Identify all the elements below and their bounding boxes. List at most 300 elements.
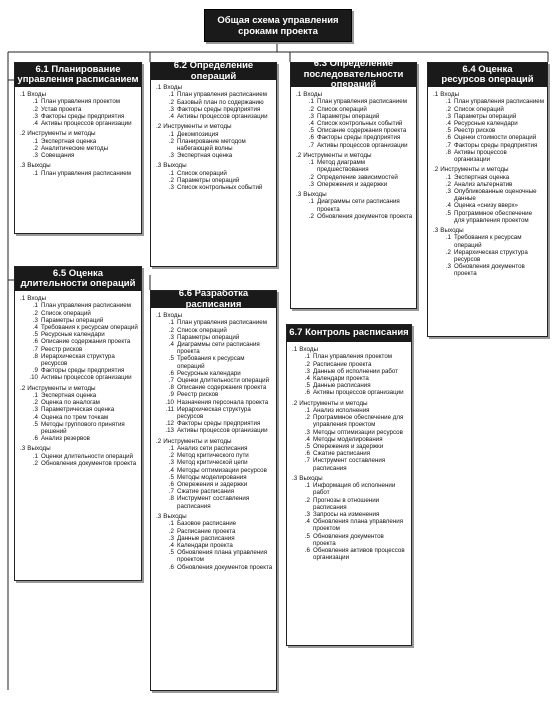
item-number: .3 bbox=[168, 152, 174, 160]
item-text: Программное обеспечение для управления проектом bbox=[454, 209, 533, 224]
item-number: .7 bbox=[32, 345, 38, 353]
item-text: Методы моделирования bbox=[177, 473, 247, 481]
item-text: Анализ альтернатив bbox=[454, 180, 513, 188]
item-text: Реестр рисков bbox=[177, 391, 219, 399]
section-label: Выходы bbox=[440, 227, 464, 235]
list-item bbox=[441, 234, 544, 248]
section-list bbox=[304, 159, 413, 188]
list-item bbox=[164, 445, 273, 452]
section-title bbox=[20, 130, 138, 137]
item-text: Расписание проекта bbox=[313, 360, 372, 368]
process-box-6-4 bbox=[427, 62, 548, 337]
item-number: .5 bbox=[168, 355, 174, 363]
item-text: Опубликованные оценочные данные bbox=[454, 188, 537, 203]
main-title bbox=[204, 9, 352, 42]
section-list bbox=[28, 453, 138, 467]
process-title-line1: 6.7 Контроль расписания bbox=[289, 327, 409, 339]
list-item bbox=[441, 174, 544, 181]
list-item bbox=[28, 120, 138, 127]
item-text: Методы моделирования bbox=[313, 435, 383, 443]
list-item bbox=[304, 198, 413, 212]
list-item bbox=[441, 249, 544, 263]
item-number: .2 bbox=[168, 98, 174, 106]
item-text: Инструмент составления расписания bbox=[313, 457, 386, 472]
item-number: .4 bbox=[304, 435, 310, 443]
item-number: .8 bbox=[32, 352, 38, 360]
process-box-6-7 bbox=[286, 324, 412, 646]
list-item bbox=[304, 113, 413, 120]
section-label: Входы bbox=[27, 91, 47, 98]
list-item bbox=[304, 174, 413, 181]
item-text: Обновления плана управления проектом bbox=[313, 518, 404, 533]
item-number: .6 bbox=[304, 547, 310, 555]
item-number: .2 bbox=[168, 452, 174, 460]
item-text: План управления расписанием bbox=[177, 319, 267, 327]
section-list bbox=[28, 138, 138, 160]
section-label: Входы bbox=[303, 91, 323, 98]
section-list bbox=[164, 170, 273, 192]
section-number: .2 bbox=[20, 130, 26, 138]
list-item bbox=[441, 181, 544, 188]
item-number: .4 bbox=[304, 375, 310, 383]
item-text: Экспертная оценка bbox=[41, 137, 97, 145]
list-item bbox=[441, 113, 544, 120]
item-number: .2 bbox=[168, 137, 174, 145]
item-text: Факторы среды предприятия bbox=[177, 105, 261, 113]
item-number: .1 bbox=[445, 234, 451, 242]
list-item bbox=[28, 98, 138, 105]
list-item bbox=[28, 453, 138, 460]
list-item bbox=[164, 99, 273, 106]
item-text: Список операций bbox=[177, 326, 227, 334]
item-text: Расписание проекта bbox=[177, 527, 236, 535]
item-number: .2 bbox=[445, 105, 451, 113]
item-text: Оценки стоимости операций bbox=[454, 134, 537, 142]
process-title-line1: 6.3 Определение bbox=[313, 58, 394, 70]
section-title bbox=[20, 385, 138, 392]
item-text: Метод диаграмм предшествования bbox=[317, 159, 369, 174]
list-item bbox=[304, 98, 413, 105]
list-item bbox=[28, 367, 138, 374]
section-number: .3 bbox=[296, 191, 302, 199]
item-number: .3 bbox=[304, 511, 310, 519]
item-number: .2 bbox=[168, 326, 174, 334]
item-text: Календари проекта bbox=[177, 541, 233, 549]
item-number: .3 bbox=[304, 367, 310, 375]
item-text: План управления расписанием bbox=[177, 91, 267, 99]
item-text: План управления расписанием bbox=[454, 98, 544, 106]
item-text: Параметры операций bbox=[41, 316, 104, 324]
item-number: .1 bbox=[32, 452, 38, 460]
process-title-line2: последовательности операций bbox=[303, 68, 404, 91]
item-number: .3 bbox=[32, 152, 38, 160]
item-text: Активы процессов организации bbox=[313, 389, 404, 397]
section-title bbox=[156, 84, 273, 91]
list-item bbox=[28, 346, 138, 353]
item-number: .5 bbox=[304, 382, 310, 390]
item-text: Анализ резервов bbox=[41, 435, 90, 443]
item-text: Данные расписания bbox=[313, 382, 371, 390]
item-text: Прогнозы в отношении расписания bbox=[313, 496, 380, 511]
item-text: Список операций bbox=[177, 169, 227, 177]
list-item bbox=[304, 142, 413, 149]
section-title bbox=[156, 513, 273, 520]
list-item bbox=[300, 375, 408, 382]
item-number: .6 bbox=[304, 450, 310, 458]
item-text: Базовый план по содержанию bbox=[177, 98, 264, 106]
section-label: Выходы bbox=[299, 474, 323, 482]
item-number: .1 bbox=[32, 302, 38, 310]
item-text: Параметры операций bbox=[454, 112, 517, 120]
section-label: Входы bbox=[299, 346, 319, 353]
item-number: .5 bbox=[308, 127, 314, 135]
item-text: План управления расписанием bbox=[317, 98, 407, 106]
section-list bbox=[300, 407, 408, 472]
section-number: .1 bbox=[20, 91, 26, 98]
item-number: .1 bbox=[32, 137, 38, 145]
item-text: Декомпозиция bbox=[177, 130, 219, 138]
process-title-line1: 6.4 Оценка bbox=[462, 63, 513, 75]
item-number: .6 bbox=[308, 134, 314, 142]
section-label: Выходы bbox=[303, 191, 327, 199]
list-item bbox=[300, 414, 408, 428]
process-title-text bbox=[151, 61, 276, 82]
item-text: Ресурсные календари bbox=[177, 369, 241, 377]
process-title-text bbox=[289, 328, 408, 339]
item-number: .5 bbox=[32, 331, 38, 339]
item-text: Список операций bbox=[317, 105, 367, 113]
process-box-6-5 bbox=[14, 266, 142, 581]
list-item bbox=[28, 460, 138, 467]
process-title-line1: 6.2 Определение операций bbox=[173, 60, 254, 82]
item-number: .2 bbox=[32, 144, 38, 152]
item-number: .6 bbox=[32, 435, 38, 443]
item-number: .4 bbox=[32, 324, 38, 332]
process-title bbox=[15, 267, 141, 291]
list-item bbox=[28, 170, 138, 177]
item-number: .9 bbox=[168, 391, 174, 399]
section-list bbox=[441, 98, 544, 163]
item-number: .3 bbox=[445, 112, 451, 120]
item-number: .6 bbox=[32, 338, 38, 346]
section-number: .1 bbox=[292, 346, 298, 353]
item-number: .1 bbox=[308, 159, 314, 167]
item-text: Описание содержания проекта bbox=[41, 338, 131, 346]
section-list bbox=[28, 302, 138, 381]
item-text: Обновления документов проекта bbox=[454, 263, 525, 278]
item-text: Факторы среды предприятия bbox=[177, 420, 261, 428]
item-number: .1 bbox=[304, 482, 310, 490]
list-item bbox=[28, 138, 138, 145]
list-item bbox=[28, 152, 138, 159]
section-list bbox=[441, 174, 544, 224]
item-number: .3 bbox=[168, 459, 174, 467]
item-text: Определение зависимостей bbox=[317, 173, 398, 181]
item-number: .6 bbox=[304, 389, 310, 397]
section-label: Инструменты и методы bbox=[27, 384, 96, 392]
item-number: .1 bbox=[445, 98, 451, 106]
section-label: Входы bbox=[163, 312, 183, 319]
section-number: .2 bbox=[433, 166, 439, 174]
item-text: Факторы среды предприятия bbox=[454, 141, 538, 149]
process-title bbox=[151, 60, 276, 82]
item-number: .3 bbox=[304, 428, 310, 436]
item-number: .1 bbox=[304, 407, 310, 415]
item-number: .2 bbox=[308, 173, 314, 181]
item-text: Оценка по аналогам bbox=[41, 399, 100, 407]
item-text: Метод критической цепи bbox=[177, 459, 248, 467]
section-number: .1 bbox=[433, 91, 439, 98]
item-text: Методы оптимизации ресурсов bbox=[313, 428, 403, 436]
item-number: .4 bbox=[168, 466, 174, 474]
section-label: Выходы bbox=[163, 512, 187, 520]
item-text: Сжатие расписания bbox=[177, 488, 235, 496]
list-item bbox=[300, 382, 408, 389]
list-item bbox=[28, 106, 138, 113]
item-number: .2 bbox=[32, 460, 38, 468]
item-number: .2 bbox=[445, 180, 451, 188]
section-number: .3 bbox=[292, 474, 298, 482]
item-number: .5 bbox=[445, 127, 451, 135]
item-number: .2 bbox=[32, 105, 38, 113]
list-item bbox=[164, 91, 273, 98]
item-number: .2 bbox=[308, 105, 314, 113]
item-text: Список операций bbox=[454, 105, 504, 113]
item-number: .4 bbox=[32, 413, 38, 421]
item-text: Инструмент составления расписания bbox=[177, 495, 250, 510]
section-list bbox=[28, 98, 138, 127]
section-number: .3 bbox=[20, 162, 26, 170]
list-item bbox=[300, 353, 408, 360]
item-text: Обновления плана управления проектом bbox=[177, 549, 268, 564]
section-number: .3 bbox=[20, 445, 26, 453]
section-number: .2 bbox=[156, 123, 162, 131]
item-text: Факторы среды предприятия bbox=[317, 134, 401, 142]
item-number: .2 bbox=[32, 399, 38, 407]
item-number: .3 bbox=[32, 316, 38, 324]
item-number: .12 bbox=[165, 420, 174, 428]
item-number: .9 bbox=[32, 367, 38, 375]
item-text: Информация об исполнении работ bbox=[313, 482, 396, 497]
list-item bbox=[441, 134, 544, 141]
section-label: Входы bbox=[163, 84, 183, 91]
item-text: Обновления активов процессов организации bbox=[313, 547, 405, 562]
list-item bbox=[28, 374, 138, 381]
item-text: Обновления документов проекта bbox=[41, 460, 137, 468]
item-number: .3 bbox=[168, 184, 174, 192]
section-title bbox=[296, 191, 413, 198]
list-item bbox=[164, 564, 273, 571]
list-item bbox=[441, 106, 544, 113]
item-text: План управления проектом bbox=[313, 353, 393, 361]
item-number: .3 bbox=[308, 180, 314, 188]
list-item bbox=[28, 399, 138, 406]
list-item bbox=[164, 549, 273, 563]
section-label: Инструменты и методы bbox=[440, 166, 509, 174]
section-title bbox=[156, 438, 273, 445]
list-item bbox=[304, 213, 413, 220]
item-number: .11 bbox=[165, 405, 174, 413]
item-text: Параметры операций bbox=[177, 177, 240, 185]
section-number: .3 bbox=[433, 227, 439, 235]
item-text: Данные расписания bbox=[177, 534, 235, 542]
item-text: План управления расписанием bbox=[41, 169, 131, 177]
list-item bbox=[164, 452, 273, 459]
process-title-line1: 6.6 Разработка расписания bbox=[178, 288, 249, 310]
section-number: .3 bbox=[156, 162, 162, 170]
list-item bbox=[164, 520, 273, 527]
section-number: .1 bbox=[20, 295, 26, 302]
list-item bbox=[300, 368, 408, 375]
section-label: Входы bbox=[27, 295, 47, 302]
list-item bbox=[164, 131, 273, 138]
list-item bbox=[28, 324, 138, 331]
item-text: Опережения и задержки bbox=[317, 180, 388, 188]
section-label: Выходы bbox=[163, 162, 187, 170]
item-text: Сжатие расписания bbox=[313, 450, 371, 458]
list-item bbox=[28, 392, 138, 399]
section-title bbox=[20, 91, 138, 98]
item-number: .5 bbox=[32, 420, 38, 428]
list-item bbox=[28, 302, 138, 309]
item-number: .1 bbox=[308, 198, 314, 206]
item-text: Обновления документов проекта bbox=[313, 532, 384, 547]
item-text: Требования к ресурсам операций bbox=[41, 324, 138, 332]
list-item bbox=[304, 127, 413, 134]
list-item bbox=[300, 518, 408, 532]
process-title bbox=[291, 58, 416, 91]
item-number: .10 bbox=[29, 374, 38, 382]
list-item bbox=[164, 113, 273, 120]
list-item bbox=[164, 542, 273, 549]
item-text: Факторы среды предприятия bbox=[41, 112, 125, 120]
section-list bbox=[28, 170, 138, 177]
item-number: .3 bbox=[445, 263, 451, 271]
section-number: .3 bbox=[156, 512, 162, 520]
process-box-6-1 bbox=[14, 62, 142, 234]
process-title-text bbox=[441, 65, 533, 86]
process-title-line2: длительности операций bbox=[20, 278, 136, 289]
section-title bbox=[296, 91, 413, 98]
item-number: .3 bbox=[308, 112, 314, 120]
item-number: .4 bbox=[304, 518, 310, 526]
item-text: Запросы на изменения bbox=[313, 511, 380, 519]
main-title-line2: сроками проекта bbox=[238, 25, 318, 37]
list-item bbox=[441, 188, 544, 202]
list-item bbox=[164, 528, 273, 535]
item-text: Аналитические методы bbox=[41, 144, 109, 152]
list-item bbox=[164, 177, 273, 184]
process-title bbox=[428, 63, 547, 87]
section-number: .2 bbox=[156, 437, 162, 445]
list-item bbox=[441, 120, 544, 127]
item-number: .1 bbox=[308, 98, 314, 106]
item-number: .6 bbox=[168, 369, 174, 377]
list-item bbox=[300, 429, 408, 436]
list-item bbox=[164, 106, 273, 113]
item-text: Список операций bbox=[41, 309, 91, 317]
item-text: Анализ исполнения bbox=[313, 407, 370, 415]
list-item bbox=[28, 353, 138, 367]
item-number: .3 bbox=[32, 406, 38, 414]
item-text: Реестр рисков bbox=[454, 127, 496, 135]
list-item bbox=[164, 467, 273, 474]
section-label: Выходы bbox=[27, 162, 51, 170]
process-title bbox=[151, 288, 276, 310]
list-item bbox=[28, 435, 138, 442]
item-text: Активы процессов организации bbox=[177, 427, 268, 435]
item-text: Параметры операций bbox=[317, 112, 380, 120]
list-item bbox=[304, 134, 413, 141]
item-text: Список контрольных событий bbox=[317, 120, 403, 128]
item-text: Ресурсные календари bbox=[454, 120, 518, 128]
process-title-text bbox=[17, 65, 138, 86]
item-number: .2 bbox=[304, 360, 310, 368]
list-item bbox=[28, 145, 138, 152]
item-number: .3 bbox=[445, 188, 451, 196]
item-number: .7 bbox=[168, 377, 174, 385]
item-number: .1 bbox=[168, 91, 174, 99]
list-item bbox=[441, 149, 544, 163]
section-title bbox=[292, 475, 408, 482]
list-item bbox=[164, 170, 273, 177]
list-item bbox=[164, 406, 273, 420]
item-text: Устав проекта bbox=[41, 105, 82, 113]
item-number: .1 bbox=[32, 169, 38, 177]
list-item bbox=[164, 488, 273, 495]
list-item bbox=[28, 317, 138, 324]
section-title bbox=[292, 346, 408, 353]
item-number: .7 bbox=[308, 141, 314, 149]
item-number: .4 bbox=[168, 113, 174, 121]
item-text: Календари проекта bbox=[313, 375, 369, 383]
list-item bbox=[28, 331, 138, 338]
section-list bbox=[304, 98, 413, 148]
process-box-6-2 bbox=[150, 62, 277, 267]
list-item bbox=[28, 414, 138, 421]
list-item bbox=[164, 384, 273, 391]
item-number: .4 bbox=[308, 120, 314, 128]
item-number: .4 bbox=[445, 120, 451, 128]
section-number: .1 bbox=[296, 91, 302, 98]
process-box-6-6 bbox=[150, 290, 277, 691]
item-text: Активы процессов организации bbox=[177, 113, 268, 121]
list-item bbox=[164, 152, 273, 159]
item-text: Требования к ресурсам операций bbox=[454, 234, 522, 249]
item-number: .4 bbox=[445, 202, 451, 210]
item-text: Иерархическая структура ресурсов bbox=[41, 352, 115, 368]
item-text: Экспертная оценка bbox=[41, 392, 97, 400]
item-number: .5 bbox=[304, 532, 310, 540]
section-list bbox=[164, 131, 273, 160]
process-title bbox=[15, 63, 141, 87]
section-list bbox=[164, 91, 273, 120]
section-number: .1 bbox=[156, 312, 162, 319]
item-number: .8 bbox=[445, 148, 451, 156]
item-text: Обновления документов проекта bbox=[177, 563, 273, 571]
item-text: Диаграммы сети расписания проекта bbox=[177, 341, 260, 356]
item-number: .1 bbox=[32, 98, 38, 106]
section-title bbox=[433, 91, 544, 98]
list-item bbox=[300, 547, 408, 561]
item-text: Методы группового принятия решений bbox=[41, 420, 125, 436]
item-text: Методы оптимизации ресурсов bbox=[177, 466, 267, 474]
section-title bbox=[292, 400, 408, 407]
item-number: .1 bbox=[168, 169, 174, 177]
item-text: Требования к ресурсам операций bbox=[177, 355, 245, 370]
item-number: .1 bbox=[445, 173, 451, 181]
list-item bbox=[441, 98, 544, 105]
